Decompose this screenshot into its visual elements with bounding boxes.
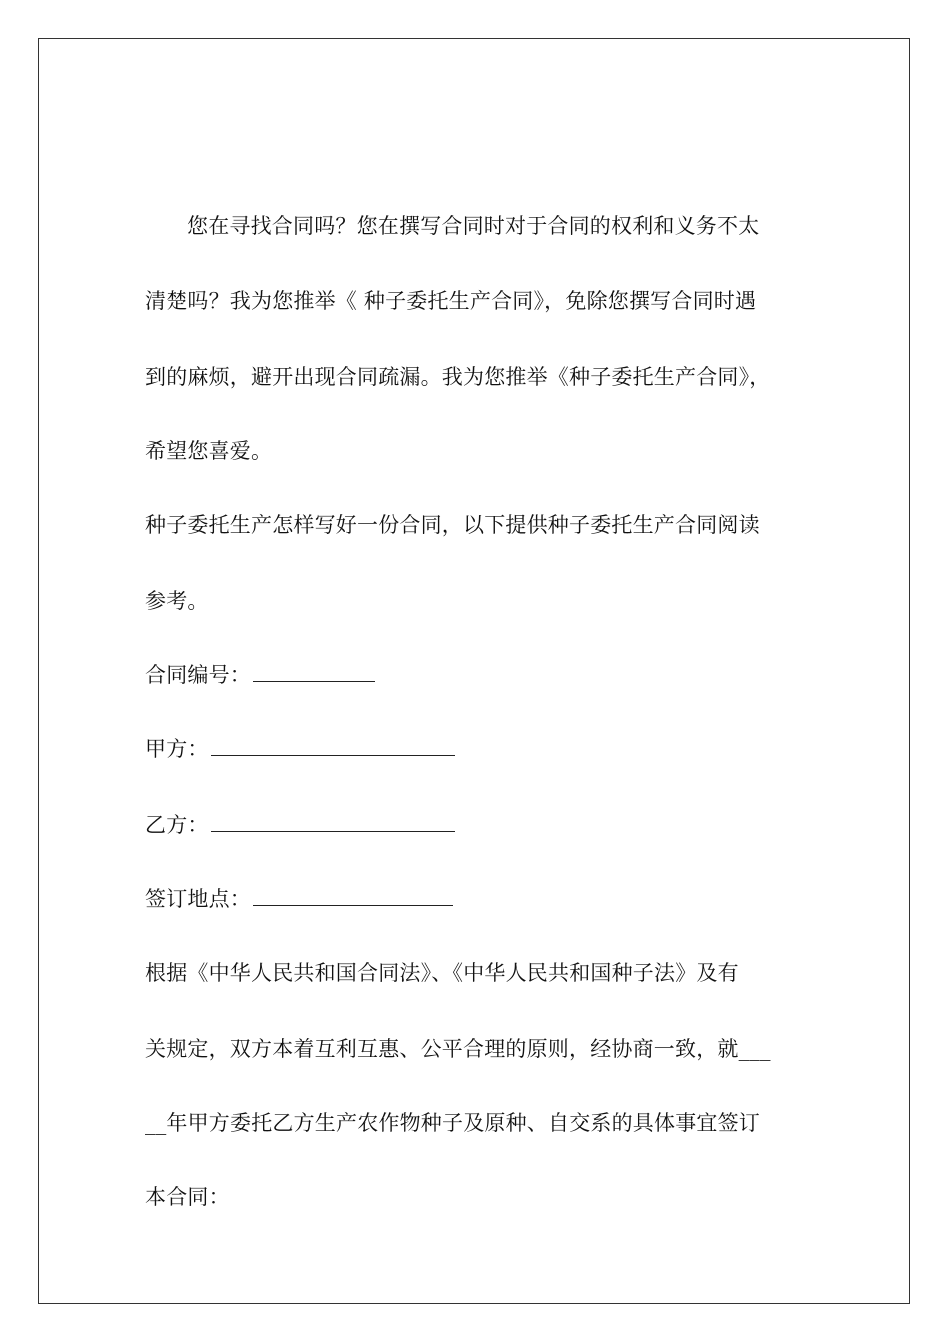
intro-line-2: 清楚吗？我为您推举《 种子委托生产合同》，免除您撰写合同时遇 <box>145 289 757 313</box>
signing-place-field <box>145 884 453 914</box>
body-line-2: 关规定，双方本着互利互惠、公平合理的原则，经协商一致，就___ <box>145 1037 771 1061</box>
party-a-label: 甲方： <box>145 737 209 761</box>
party-b-field <box>145 810 455 840</box>
signing-place-blank[interactable] <box>253 887 453 906</box>
lead-line-1: 种子委托生产怎样写好一份合同，以下提供种子委托生产合同阅读 <box>145 513 760 537</box>
body-line-1: 根据《中华人民共和国合同法》、《中华人民共和国种子法》及有 <box>145 961 739 985</box>
body-line-3: __年甲方委托乙方生产农作物种子及原种、自交系的具体事宜签订 <box>145 1111 760 1135</box>
party-b-blank[interactable] <box>211 813 455 832</box>
signing-place-label: 签订地点： <box>145 887 251 911</box>
intro-line-3: 到的麻烦，避开出现合同疏漏。我为您推举《种子委托生产合同》， <box>145 365 771 389</box>
contract-number-field <box>145 660 375 690</box>
contract-number-blank[interactable] <box>253 663 375 682</box>
intro-line-4: 希望您喜爱。 <box>145 439 273 463</box>
party-b-label: 乙方： <box>145 813 209 837</box>
body-line-4: 本合同： <box>145 1185 230 1209</box>
contract-number-label: 合同编号： <box>145 663 251 687</box>
party-a-field <box>145 734 455 764</box>
intro-line-1: 您在寻找合同吗？您在撰写合同时对于合同的权利和义务不太 <box>187 214 760 238</box>
lead-line-2: 参考。 <box>145 589 209 613</box>
party-a-blank[interactable] <box>211 737 455 756</box>
